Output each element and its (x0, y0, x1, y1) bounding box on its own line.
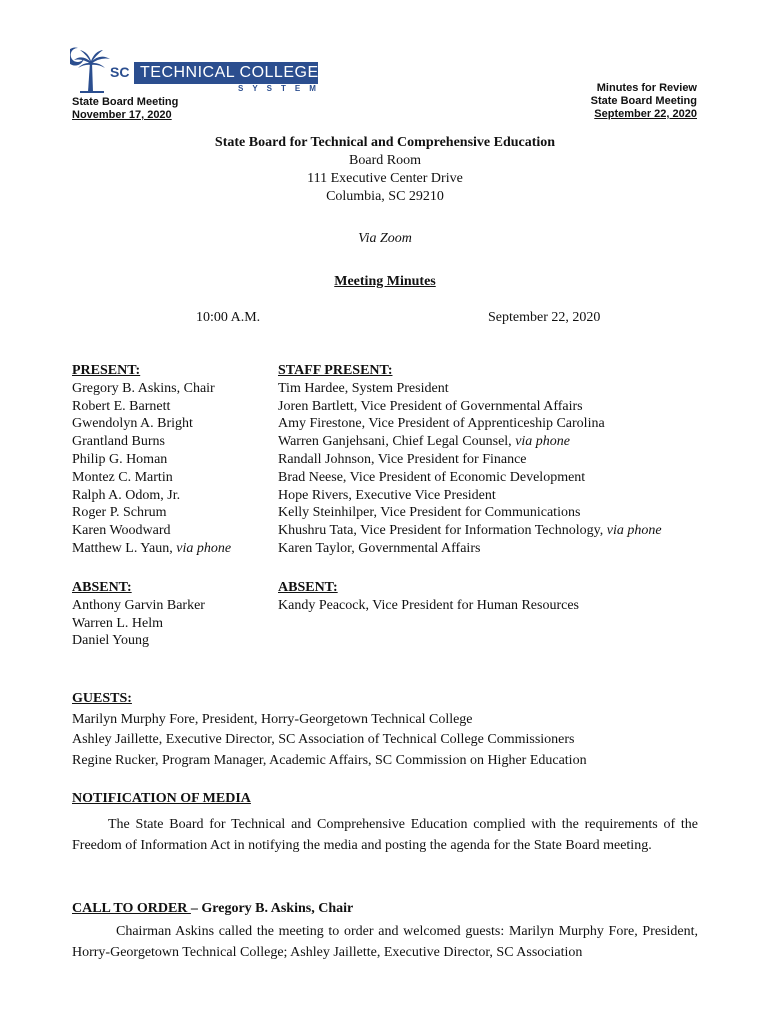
staff-item: Joren Bartlett, Vice President of Governmental Affairs (278, 398, 583, 414)
staff-present-heading: STAFF PRESENT: (278, 363, 393, 378)
guests-section (72, 689, 587, 771)
sc-technical-college-logo (70, 44, 325, 96)
member-item: Roger P. Schrum (72, 505, 167, 521)
staff-name: Khushru Tata, Vice President for Information Technology, (278, 523, 607, 539)
call-to-order-text: Chairman Askins called the meeting to order and welcomed guests: Marilyn Murphy Fore, President, Horry-Georgetown Technical College; Ashley Jaillette, Executive Director, SC Association (72, 924, 698, 960)
notification-heading: NOTIFICATION OF MEDIA (72, 791, 251, 806)
staff-item: Karen Taylor, Governmental Affairs (278, 540, 481, 556)
guests-heading: GUESTS: (72, 691, 132, 706)
address-line1: 111 Executive Center Drive (307, 171, 463, 186)
staff-item: Hope Rivers, Executive Vice President (278, 487, 496, 503)
member-item: Gregory B. Askins, Chair (72, 380, 215, 396)
header-left-line1: State Board Meeting (72, 96, 179, 108)
staff-item: Amy Firestone, Vice President of Apprenticeship Carolina (278, 416, 605, 432)
member-item (72, 540, 231, 558)
member-item: Grantland Burns (72, 434, 165, 450)
staff-item: Kelly Steinhilper, Vice President for Communications (278, 505, 581, 521)
absent-staff-section (278, 579, 579, 615)
board-title: State Board for Technical and Comprehensive Education (214, 135, 556, 150)
member-item: Karen Woodward (72, 523, 171, 539)
staff-item: Randall Johnson, Vice President for Finance (278, 451, 527, 467)
member-item: Ralph A. Odom, Jr. (72, 487, 181, 503)
absent-staff-item: Kandy Peacock, Vice President for Human Resources (278, 597, 579, 613)
member-note: via phone (176, 540, 232, 556)
staff-note: via phone (515, 434, 571, 450)
header-left-line2: November 17, 2020 (72, 109, 172, 121)
call-to-order-heading (72, 900, 353, 918)
meeting-date: September 22, 2020 (488, 310, 601, 325)
absent-staff-heading: ABSENT: (278, 580, 338, 595)
board-room: Board Room (349, 153, 421, 168)
header-left (72, 96, 178, 122)
logo-system-text: SYSTEM (238, 84, 325, 93)
guest-item: Regine Rucker, Program Manager, Academic Affairs, SC Commission on Higher Education (72, 752, 587, 768)
meeting-time: 10:00 A.M. (196, 310, 261, 325)
staff-item: Brad Neese, Vice President of Economic Development (278, 469, 586, 485)
present-section (72, 362, 231, 558)
logo-name-text: TECHNICAL COLLEGE (140, 64, 319, 81)
absent-member-item: Warren L. Helm (72, 615, 163, 631)
member-item: Philip G. Homan (72, 451, 168, 467)
staff-item: Tim Hardee, System President (278, 380, 449, 396)
via-zoom: Via Zoom (358, 231, 412, 246)
member-item: Gwendolyn A. Bright (72, 416, 193, 432)
meeting-minutes-heading: Meeting Minutes (334, 274, 436, 289)
header-right-line1: Minutes for Review (596, 82, 697, 94)
absent-members-heading: ABSENT: (72, 580, 132, 595)
guest-item: Ashley Jaillette, Executive Director, SC Association of Technical College Commissioners (72, 732, 575, 747)
staff-item (278, 433, 662, 451)
absent-member-item: Daniel Young (72, 633, 150, 649)
member-item: Montez C. Martin (72, 469, 173, 485)
staff-note: via phone (606, 523, 662, 539)
header-right (591, 82, 697, 121)
absent-member-item: Anthony Garvin Barker (72, 597, 205, 613)
present-heading: PRESENT: (72, 363, 141, 378)
address-line2: Columbia, SC 29210 (326, 189, 444, 204)
logo-sc-text: SC (110, 64, 130, 80)
absent-members-section (72, 579, 205, 650)
staff-item (278, 522, 662, 540)
staff-present-section (278, 362, 662, 558)
member-item: Robert E. Barnett (72, 398, 171, 414)
staff-name: Warren Ganjehsani, Chief Legal Counsel, (278, 434, 516, 450)
notification-text: The State Board for Technical and Comprehensive Education complied with the requirements of the Freedom of Information Act in notifying the media and posting the agenda for the State Board meeting. (72, 817, 698, 853)
header-right-line3: September 22, 2020 (594, 108, 697, 120)
header-right-line2: State Board Meeting (590, 95, 697, 107)
member-name: Matthew L. Yaun, (72, 540, 177, 556)
palmetto-tree-icon (70, 44, 112, 94)
call-to-order-title: CALL TO ORDER (72, 901, 191, 916)
call-to-order-chair: – Gregory B. Askins, Chair (190, 901, 354, 916)
guest-item: Marilyn Murphy Fore, President, Horry-Georgetown Technical College (72, 711, 473, 727)
logo-name-bar (134, 62, 318, 84)
